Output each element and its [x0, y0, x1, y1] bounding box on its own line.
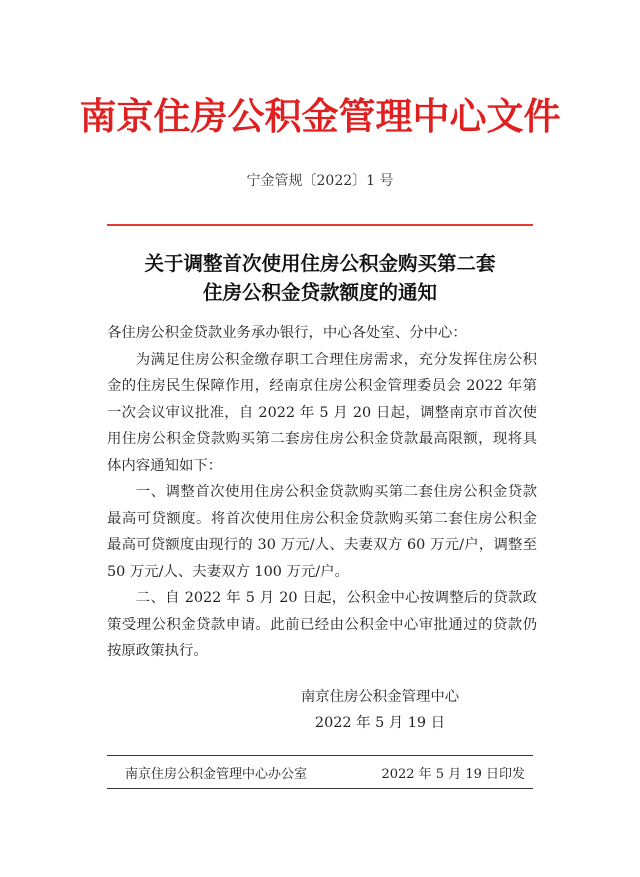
issuer-header: 南京住房公积金管理中心文件	[79, 95, 561, 138]
document-title	[0, 249, 640, 307]
title-line-1: 关于调整首次使用住房公积金购买第二套	[144, 252, 496, 275]
paragraph-item-1: 一、调整首次使用住房公积金贷款购买第二套住房公积金贷款最高可贷额度。将首次使用住房公积金贷款购买第二套住房公积金最高可贷额度由现行的 30 万元/人、夫妻双方 60 万元/户，调整至 50 万元/人、夫妻双方 100 万元/户。	[107, 484, 537, 580]
footer	[125, 763, 525, 782]
title-line-2: 住房公积金贷款额度的通知	[202, 281, 437, 304]
footer-rule-bottom	[107, 788, 533, 789]
salutation: 各住房公积金贷款业务承办银行，中心各处室、分中心：	[107, 325, 467, 341]
document-body	[107, 320, 537, 665]
footer-office: 南京住房公积金管理中心办公室	[125, 767, 308, 782]
paragraph-item-2: 二、自 2022 年 5 月 20 日起，公积金中心按调整后的贷款政策受理公积金贷款申请。此前已经由公积金中心审批通过的贷款仍按原政策执行。	[107, 590, 537, 659]
paragraph-intro: 为满足住房公积金缴存职工合理住房需求，充分发挥住房公积金的住房民生保障作用，经南京住房公积金管理委员会 2022 年第一次会议审议批准，自 2022 年 5 月 20 日起，调整南京市首次使用住房公积金贷款购买第二套房住房公积金贷款最高限额，现将具体内容通知如下：	[107, 351, 537, 474]
signature-org: 南京住房公积金管理中心	[300, 689, 460, 705]
red-divider	[107, 224, 533, 226]
signature-block	[250, 684, 510, 736]
signature-date: 2022 年 5 月 19 日	[314, 715, 446, 731]
document-number: 宁金管规〔2022〕1 号	[246, 173, 394, 189]
footer-rule-top	[107, 755, 533, 756]
footer-issued-date: 2022 年 5 月 19 日印发	[381, 767, 525, 782]
